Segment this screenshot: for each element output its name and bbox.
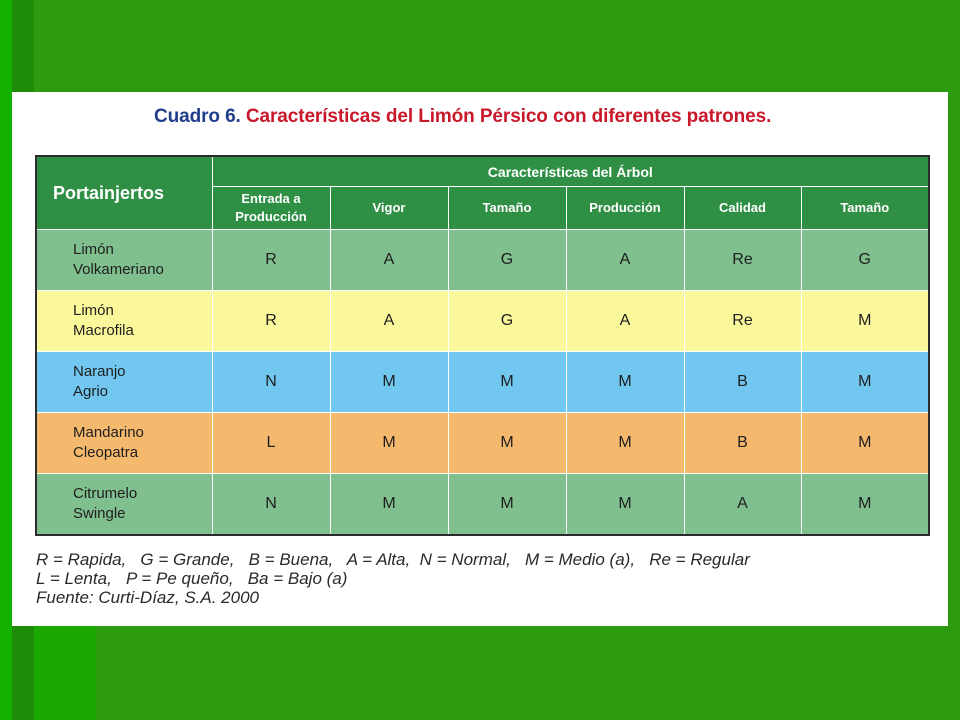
table-row [36,352,929,413]
title-text: Características del Limón Pérsico con diferentes patrones. [245,106,772,127]
table-row [36,413,929,474]
row-name [36,474,212,535]
cell-value: M [801,352,929,413]
header-tamano: Tamaño [448,187,566,230]
row-name-line1: Naranjo [73,363,126,380]
legend [36,550,750,607]
header-entrada-produccion-label: Entrada a Producción [235,191,307,224]
cell-value: A [684,474,801,535]
row-name-line2: Volkameriano [73,261,164,278]
background-stripe-light [0,0,12,720]
cell-value: M [330,474,448,535]
row-name-line1: Limón [73,241,114,258]
header-produccion: Producción [566,187,684,230]
row-name-line1: Mandarino [73,424,144,441]
legend-line: R = Rapida, G = Grande, B = Buena, A = Alta, N = Normal, M = Medio (a), Re = Regular [36,550,750,569]
header-tamano-2: Tamaño [801,187,929,230]
cell-value: G [448,230,566,291]
row-name-line2: Macrofila [73,322,134,339]
cell-value: A [330,291,448,352]
characteristics-table [35,155,930,536]
cell-value: R [212,291,330,352]
row-name [36,291,212,352]
header-entrada-produccion [212,187,330,230]
cell-value: M [330,413,448,474]
row-name-line2: Agrio [73,383,109,400]
table-row [36,474,929,535]
row-name-line2: Cleopatra [73,444,139,461]
cell-value: B [684,352,801,413]
document-panel [12,92,948,626]
cell-value: R [212,230,330,291]
row-name [36,352,212,413]
header-row-group [36,156,929,187]
row-name [36,230,212,291]
header-calidad: Calidad [684,187,801,230]
header-vigor: Vigor [330,187,448,230]
legend-line: L = Lenta, P = Pe queño, Ba = Bajo (a) [36,569,348,588]
cell-value: A [566,291,684,352]
cell-value: G [801,230,929,291]
title-lead: Cuadro 6. [154,106,241,127]
cell-value: B [684,413,801,474]
cell-value: G [448,291,566,352]
row-name-line1: Citrumelo [73,484,138,502]
row-name-line1: Limón [73,302,114,319]
source-line: Fuente: Curti-Díaz, S.A. 2000 [36,588,259,607]
cell-value: M [566,413,684,474]
cell-value: A [566,230,684,291]
cell-value: M [566,474,684,535]
header-portainjertos: Portainjertos [36,156,212,230]
cell-value: M [330,352,448,413]
cell-value: Re [684,230,801,291]
document-title [154,106,771,128]
cell-value: M [448,413,566,474]
table-row [36,291,929,352]
cell-value: M [801,291,929,352]
cell-value: M [448,352,566,413]
row-name-line2: Swingle [73,504,126,522]
table-row [36,230,929,291]
cell-value: A [330,230,448,291]
cell-value: Re [684,291,801,352]
row-name [36,413,212,474]
cell-value: M [566,352,684,413]
cell-value: M [448,474,566,535]
cell-value: N [212,352,330,413]
header-caracteristicas: Características del Árbol [212,156,929,187]
background-block [34,626,96,720]
cell-value: M [801,413,929,474]
cell-value: N [212,474,330,535]
cell-value: L [212,413,330,474]
cell-value: M [801,474,929,535]
